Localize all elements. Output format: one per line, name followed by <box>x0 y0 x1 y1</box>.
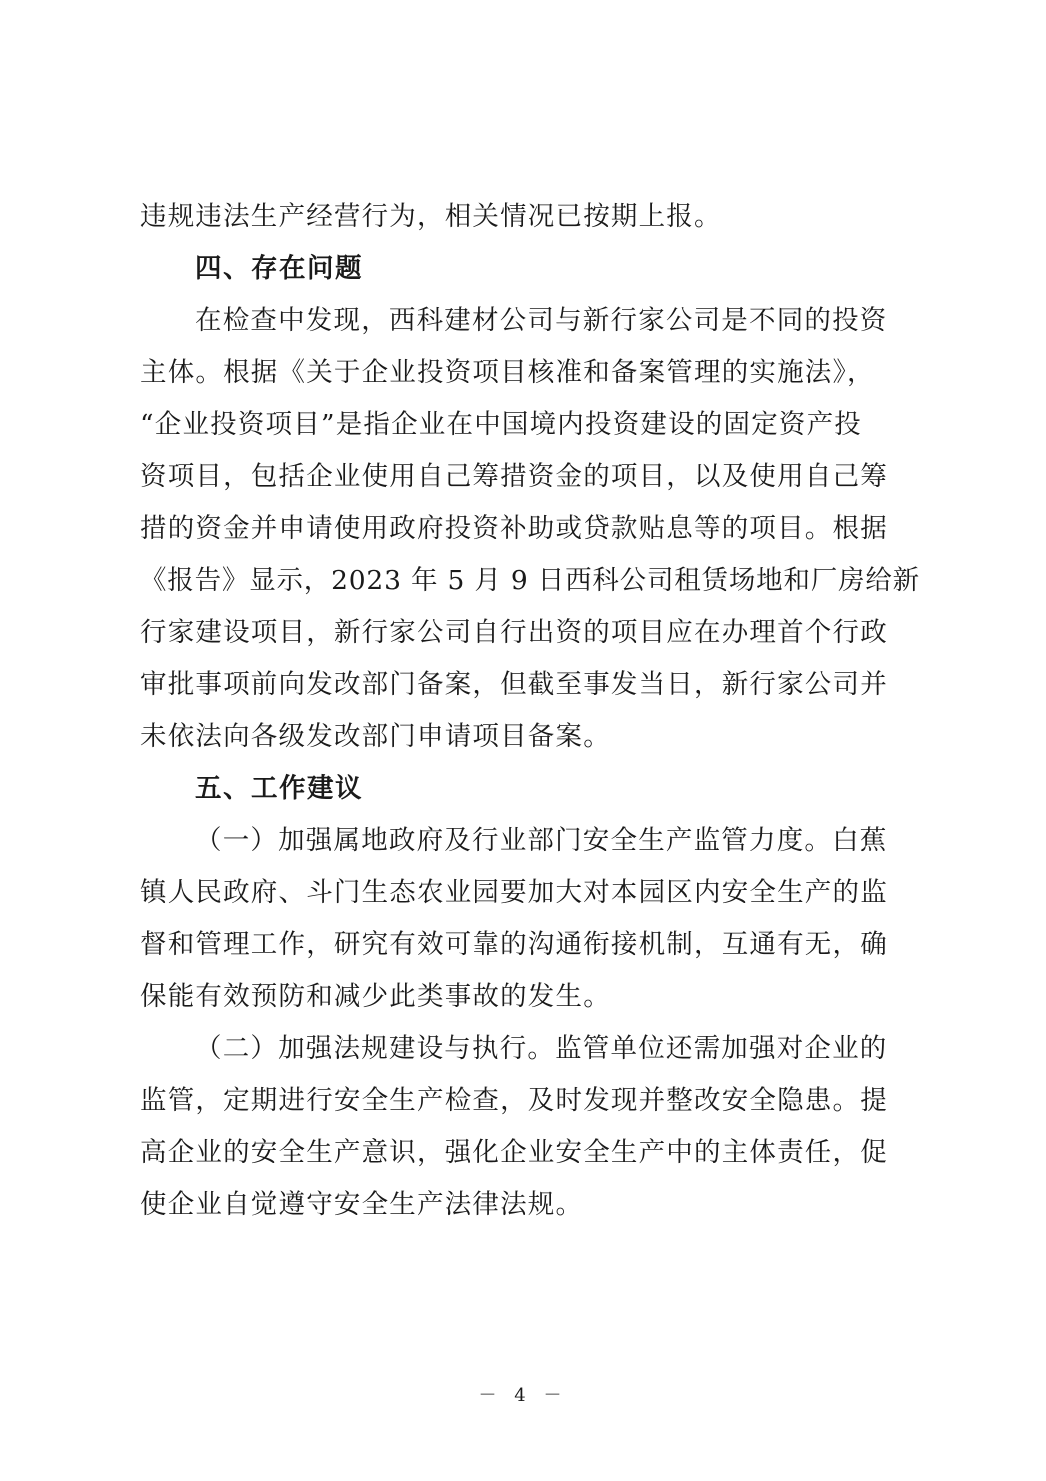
paragraph-line: 在检查中发现，西科建材公司与新行家公司是不同的投资 <box>195 305 888 336</box>
paragraph-line: 使企业自觉遵守安全生产法律法规。 <box>140 1189 584 1220</box>
paragraph-line: 镇人民政府、斗门生态农业园要加大对本园区内安全生产的监 <box>140 877 888 908</box>
page-number: － 4 － <box>478 1385 568 1406</box>
paragraph-line: 措的资金并申请使用政府投资补助或贷款贴息等的项目。根据 <box>140 513 888 544</box>
section-heading-suggestions: 五、工作建议 <box>195 773 363 804</box>
paragraph-line: 违规违法生产经营行为，相关情况已按期上报。 <box>140 201 722 232</box>
paragraph-line: 《报告》显示，2023 年 5 月 9 日西科公司租赁场地和厂房给新 <box>140 565 920 596</box>
section-heading-problems: 四、存在问题 <box>195 253 363 284</box>
paragraph-line: 监管，定期进行安全生产检查，及时发现并整改安全隐患。提 <box>140 1085 888 1116</box>
paragraph-line: 督和管理工作，研究有效可靠的沟通衔接机制，互通有无，确 <box>140 929 888 960</box>
paragraph-line: “企业投资项目”是指企业在中国境内投资建设的固定资产投 <box>140 409 862 440</box>
paragraph-line: （二）加强法规建设与执行。监管单位还需加强对企业的 <box>195 1033 888 1064</box>
paragraph-line: 高企业的安全生产意识，强化企业安全生产中的主体责任，促 <box>140 1137 888 1168</box>
paragraph-line: 保能有效预防和减少此类事故的发生。 <box>140 981 611 1012</box>
paragraph-line: 审批事项前向发改部门备案，但截至事发当日，新行家公司并 <box>140 669 888 700</box>
paragraph-line: 行家建设项目，新行家公司自行出资的项目应在办理首个行政 <box>140 617 888 648</box>
document-body <box>140 191 920 1231</box>
paragraph-line: 主体。根据《关于企业投资项目核准和备案管理的实施法》， <box>140 357 875 388</box>
paragraph-line: 资项目，包括企业使用自己筹措资金的项目，以及使用自己筹 <box>140 461 888 492</box>
paragraph-line: （一）加强属地政府及行业部门安全生产监管力度。白蕉 <box>195 825 888 856</box>
paragraph-line: 未依法向各级发改部门申请项目备案。 <box>140 721 611 752</box>
